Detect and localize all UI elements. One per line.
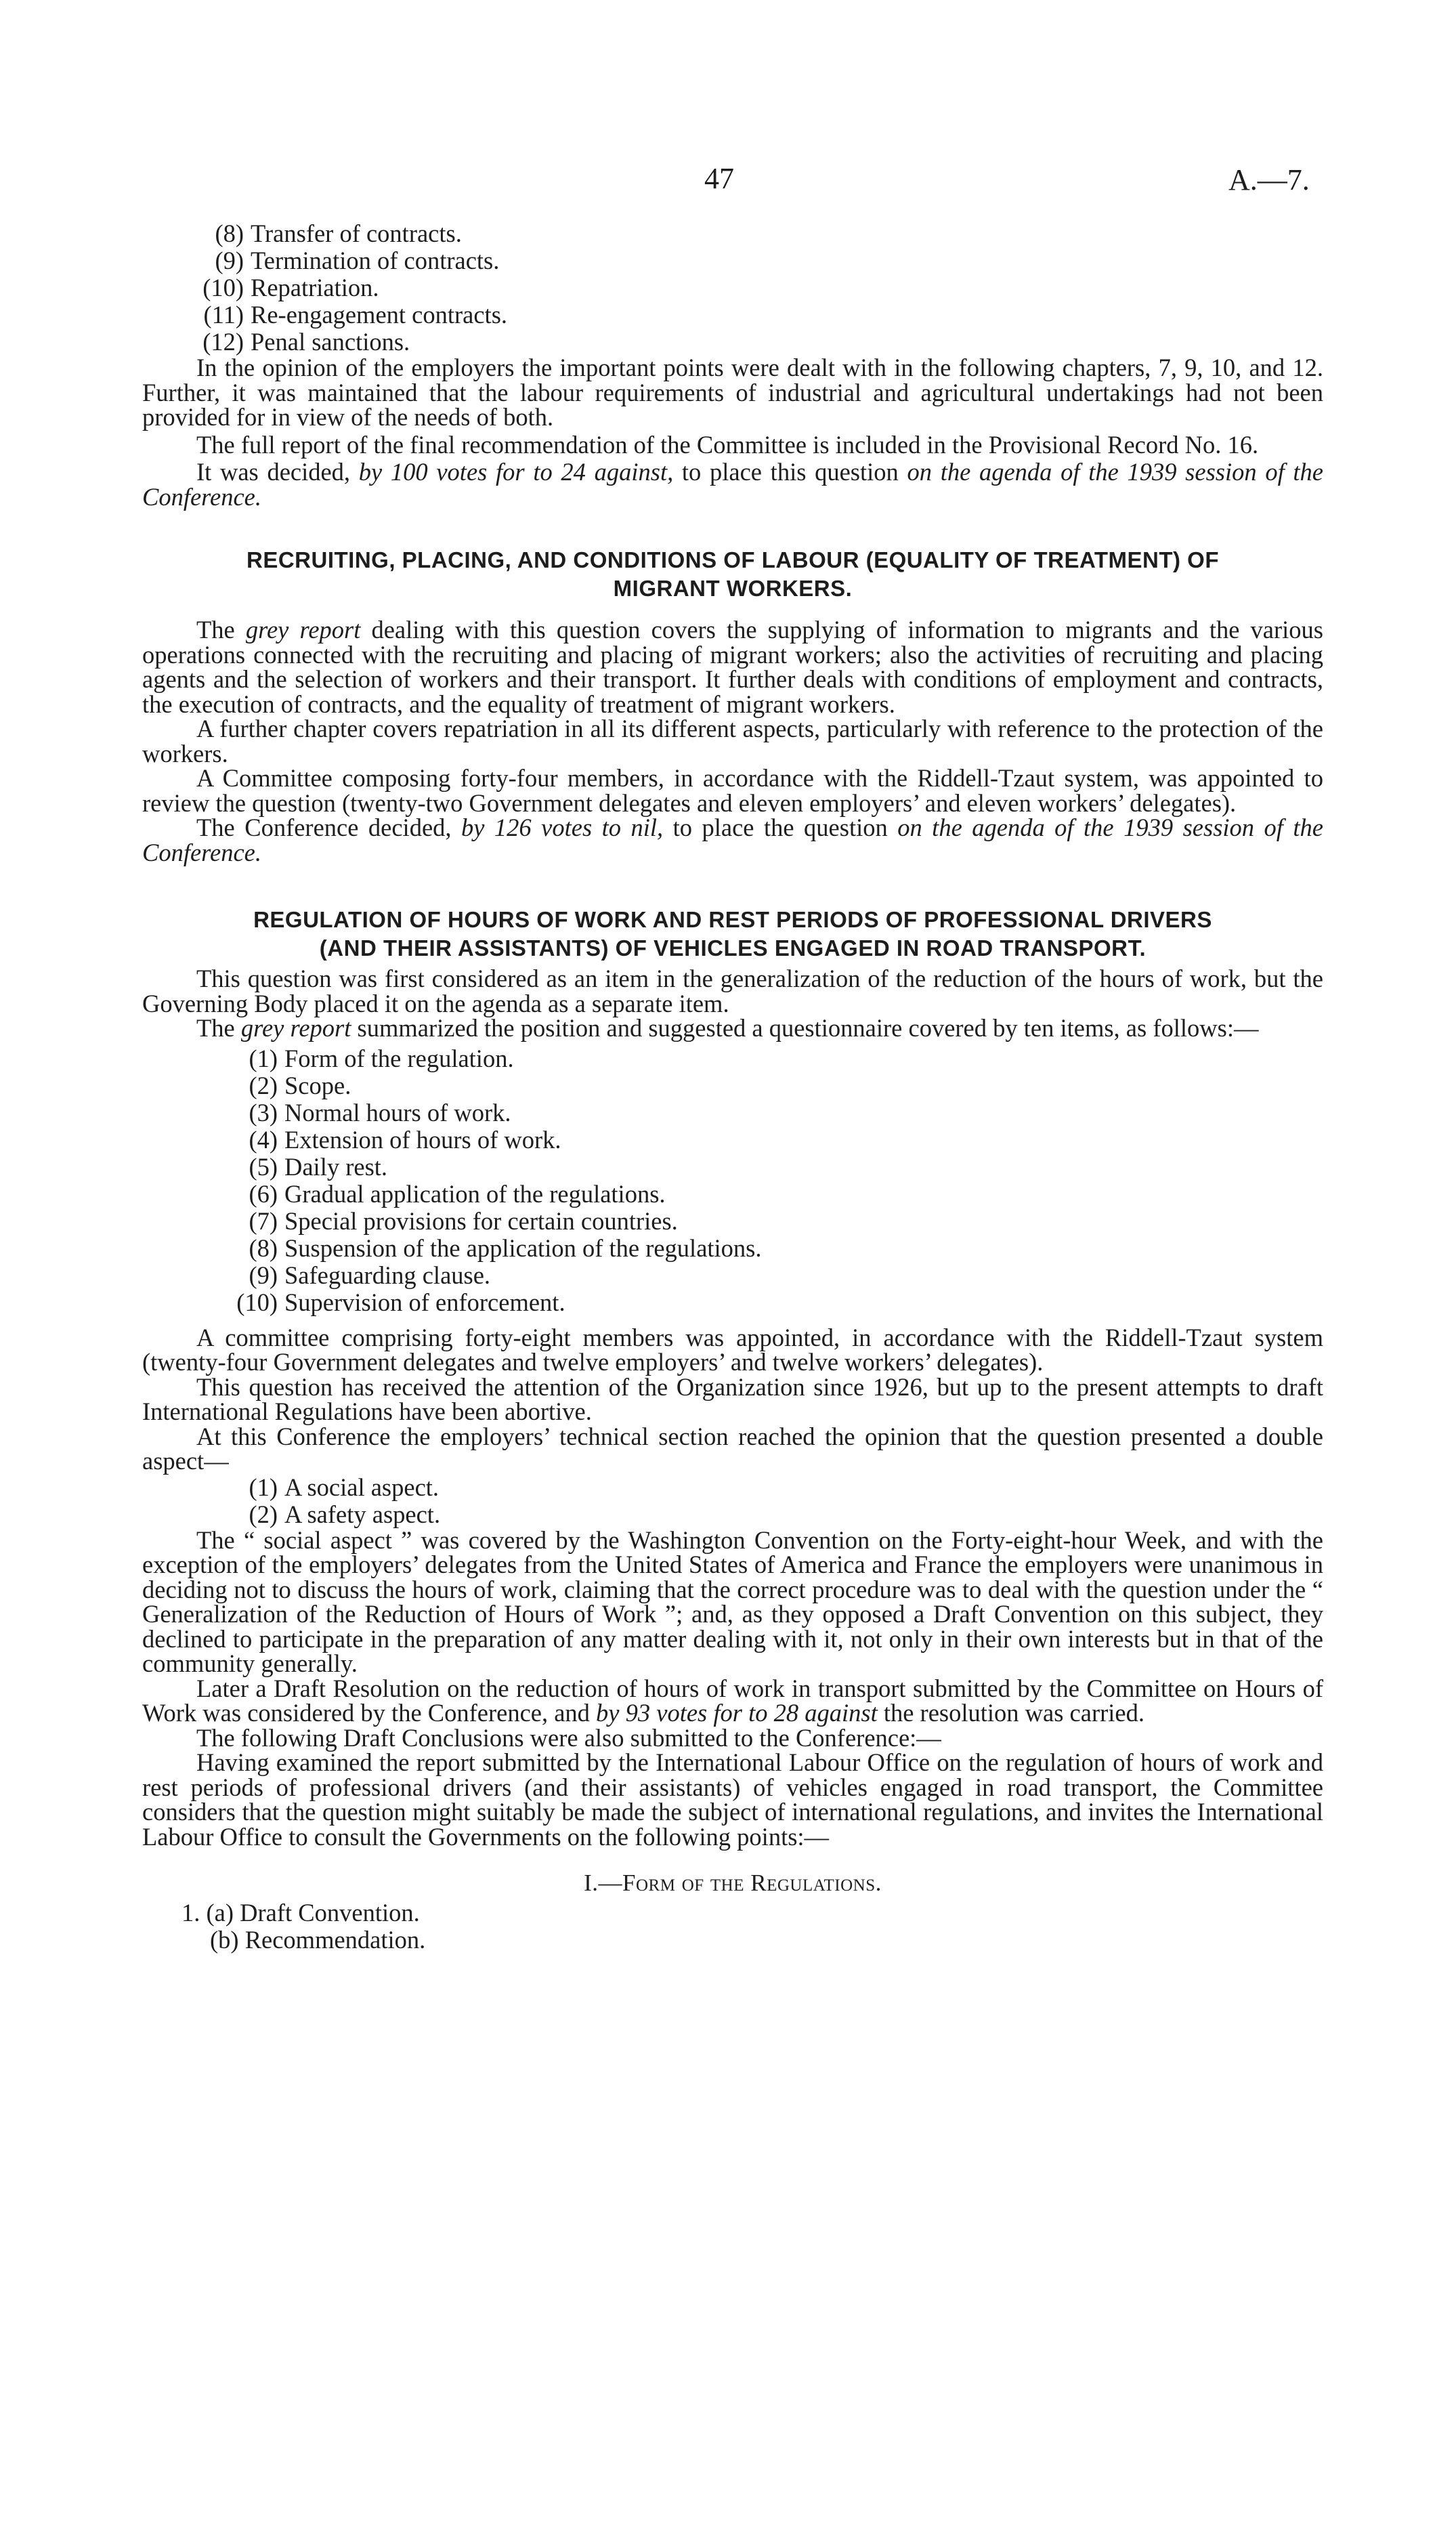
page-number: 47	[704, 162, 734, 195]
contract-topics-list	[202, 219, 1323, 356]
list-item: (11) Re-engagement contracts.	[203, 301, 508, 329]
list-item: (3) Normal hours of work.	[249, 1098, 511, 1126]
paragraph: Having examined the report submitted by the International Labour Office on the regulation of hours of work and rest periods of professional drivers (and their assistants) of vehicles engaged in road transport, the Committee considers that the question might suitably be made the subject of international regulations, and invites the International Labour Office to consult the Governments on the following points:—	[142, 1748, 1323, 1851]
list-item: (8) Suspension of the application of the regulations.	[249, 1234, 762, 1262]
list-item: (8) Transfer of contracts.	[215, 219, 462, 247]
paragraph: A committee comprising forty-eight members was appointed, in accordance with the Riddell-Tzaut system (twenty-four Government delegates and twelve employers’ and twelve workers’ delegates).	[142, 1323, 1323, 1376]
list-item: (9) Termination of contracts.	[215, 247, 500, 274]
paragraph: The following Draft Conclusions were also submitted to the Conference:—	[196, 1723, 941, 1752]
paragraph: The “ social aspect ” was covered by the Washington Convention on the Forty-eight-hour Week, and with the exception of the employers’ delegates from the United States of America and France the employers were unanimous in deciding not to discuss the hours of work, claiming that the correct procedure was to deal with the question under the “ Generalization of the Reduction of Hours of Work ”; and, as they opposed a Draft Convention on this subject, they declined to participate in the preparation of any matter dealing with it, not only in their own interests but in that of the community generally.	[142, 1525, 1323, 1677]
document-reference: A.—7.	[1228, 163, 1310, 196]
paragraph: This question has received the attention of the Organization since 1926, but up to the present attempts to draft International Regulations have been abortive.	[142, 1372, 1323, 1425]
list-item: (7) Special provisions for certain countries.	[249, 1206, 678, 1235]
list-item: 1. (a) Draft Convention.	[181, 1899, 420, 1926]
paragraph: A further chapter covers repatriation in all its different aspects, particularly with reference to the protection of the workers.	[142, 715, 1323, 767]
regulation-form-list	[181, 1899, 1323, 1954]
questionnaire-items-list	[236, 1044, 1323, 1316]
list-item: (5) Daily rest.	[249, 1152, 388, 1181]
section-heading-migrant-workers: RECRUITING, PLACING, AND CONDITIONS OF LABOUR (EQUALITY OF TREATMENT) OF MIGRANT WORKERS.	[246, 547, 1219, 601]
subheading-form-of-regulations: I.—Form of the Regulations.	[584, 1870, 882, 1896]
list-item: (6) Gradual application of the regulations.	[249, 1179, 666, 1208]
paragraph: The grey report summarized the position and suggested a questionnaire covered by ten items, as follows:—	[196, 1014, 1259, 1042]
list-item: (4) Extension of hours of work.	[249, 1125, 561, 1154]
paragraph: The full report of the final recommendation of the Committee is included in the Provisional Record No. 16.	[196, 430, 1259, 459]
paragraph: In the opinion of the employers the important points were dealt with in the following chapters, 7, 9, 10, and 12. Further, it was maintained that the labour requirements of industrial and agricultural undertakings had not been provided for in view of the needs of both.	[142, 354, 1323, 431]
paragraph: The Conference decided, by 126 votes to nil, to place the question on the agenda of the 1939 session of the Conference.	[142, 814, 1323, 866]
list-item: (10) Supervision of enforcement.	[236, 1288, 565, 1316]
list-item: (1) A social aspect.	[249, 1473, 440, 1501]
paragraph: The grey report dealing with this question covers the supplying of information to migrants and the various operations connected with the recruiting and placing of migrant workers; also the activities of recruiting and placing agents and the selection of workers and their transport. It further deals with conditions of employment and contracts, the execution of contracts, and the equality of treatment of migrant workers.	[142, 616, 1323, 718]
list-item: (9) Safeguarding clause.	[249, 1261, 491, 1289]
page-content	[142, 220, 1323, 1954]
list-item: (10) Repatriation.	[202, 274, 379, 301]
list-item: (2) A safety aspect.	[249, 1500, 441, 1528]
paragraph: At this Conference the employers’ technical section reached the opinion that the question presented a double aspect—	[142, 1422, 1323, 1475]
section-heading-professional-drivers: REGULATION OF HOURS OF WORK AND REST PERIODS OF PROFESSIONAL DRIVERS (AND THEIR ASSISTANTS) OF VEHICLES ENGAGED IN ROAD TRANSPORT.	[253, 907, 1212, 961]
paragraph: Later a Draft Resolution on the reduction of hours of work in transport submitted by the Committee on Hours of Work was considered by the Conference, and by 93 votes for to 28 against the resolution was carried.	[142, 1674, 1323, 1727]
paragraph: This question was first considered as an item in the generalization of the reduction of the hours of work, but the Governing Body placed it on the agenda as a separate item.	[142, 965, 1323, 1017]
list-item: (1) Form of the regulation.	[249, 1044, 514, 1072]
paragraph: It was decided, by 100 votes for to 24 against, to place this question on the agenda of the 1939 session of the Conference.	[142, 458, 1324, 511]
list-item: (b) Recommendation.	[210, 1926, 426, 1954]
aspects-list	[249, 1473, 1323, 1528]
list-item: (12) Penal sanctions.	[202, 328, 410, 356]
paragraph: A Committee composing forty-four members, in accordance with the Riddell-Tzaut system, was appointed to review the question (twenty-two Government delegates and eleven employers’ and eleven workers’ delegates).	[142, 764, 1323, 817]
list-item: (2) Scope.	[249, 1071, 351, 1099]
